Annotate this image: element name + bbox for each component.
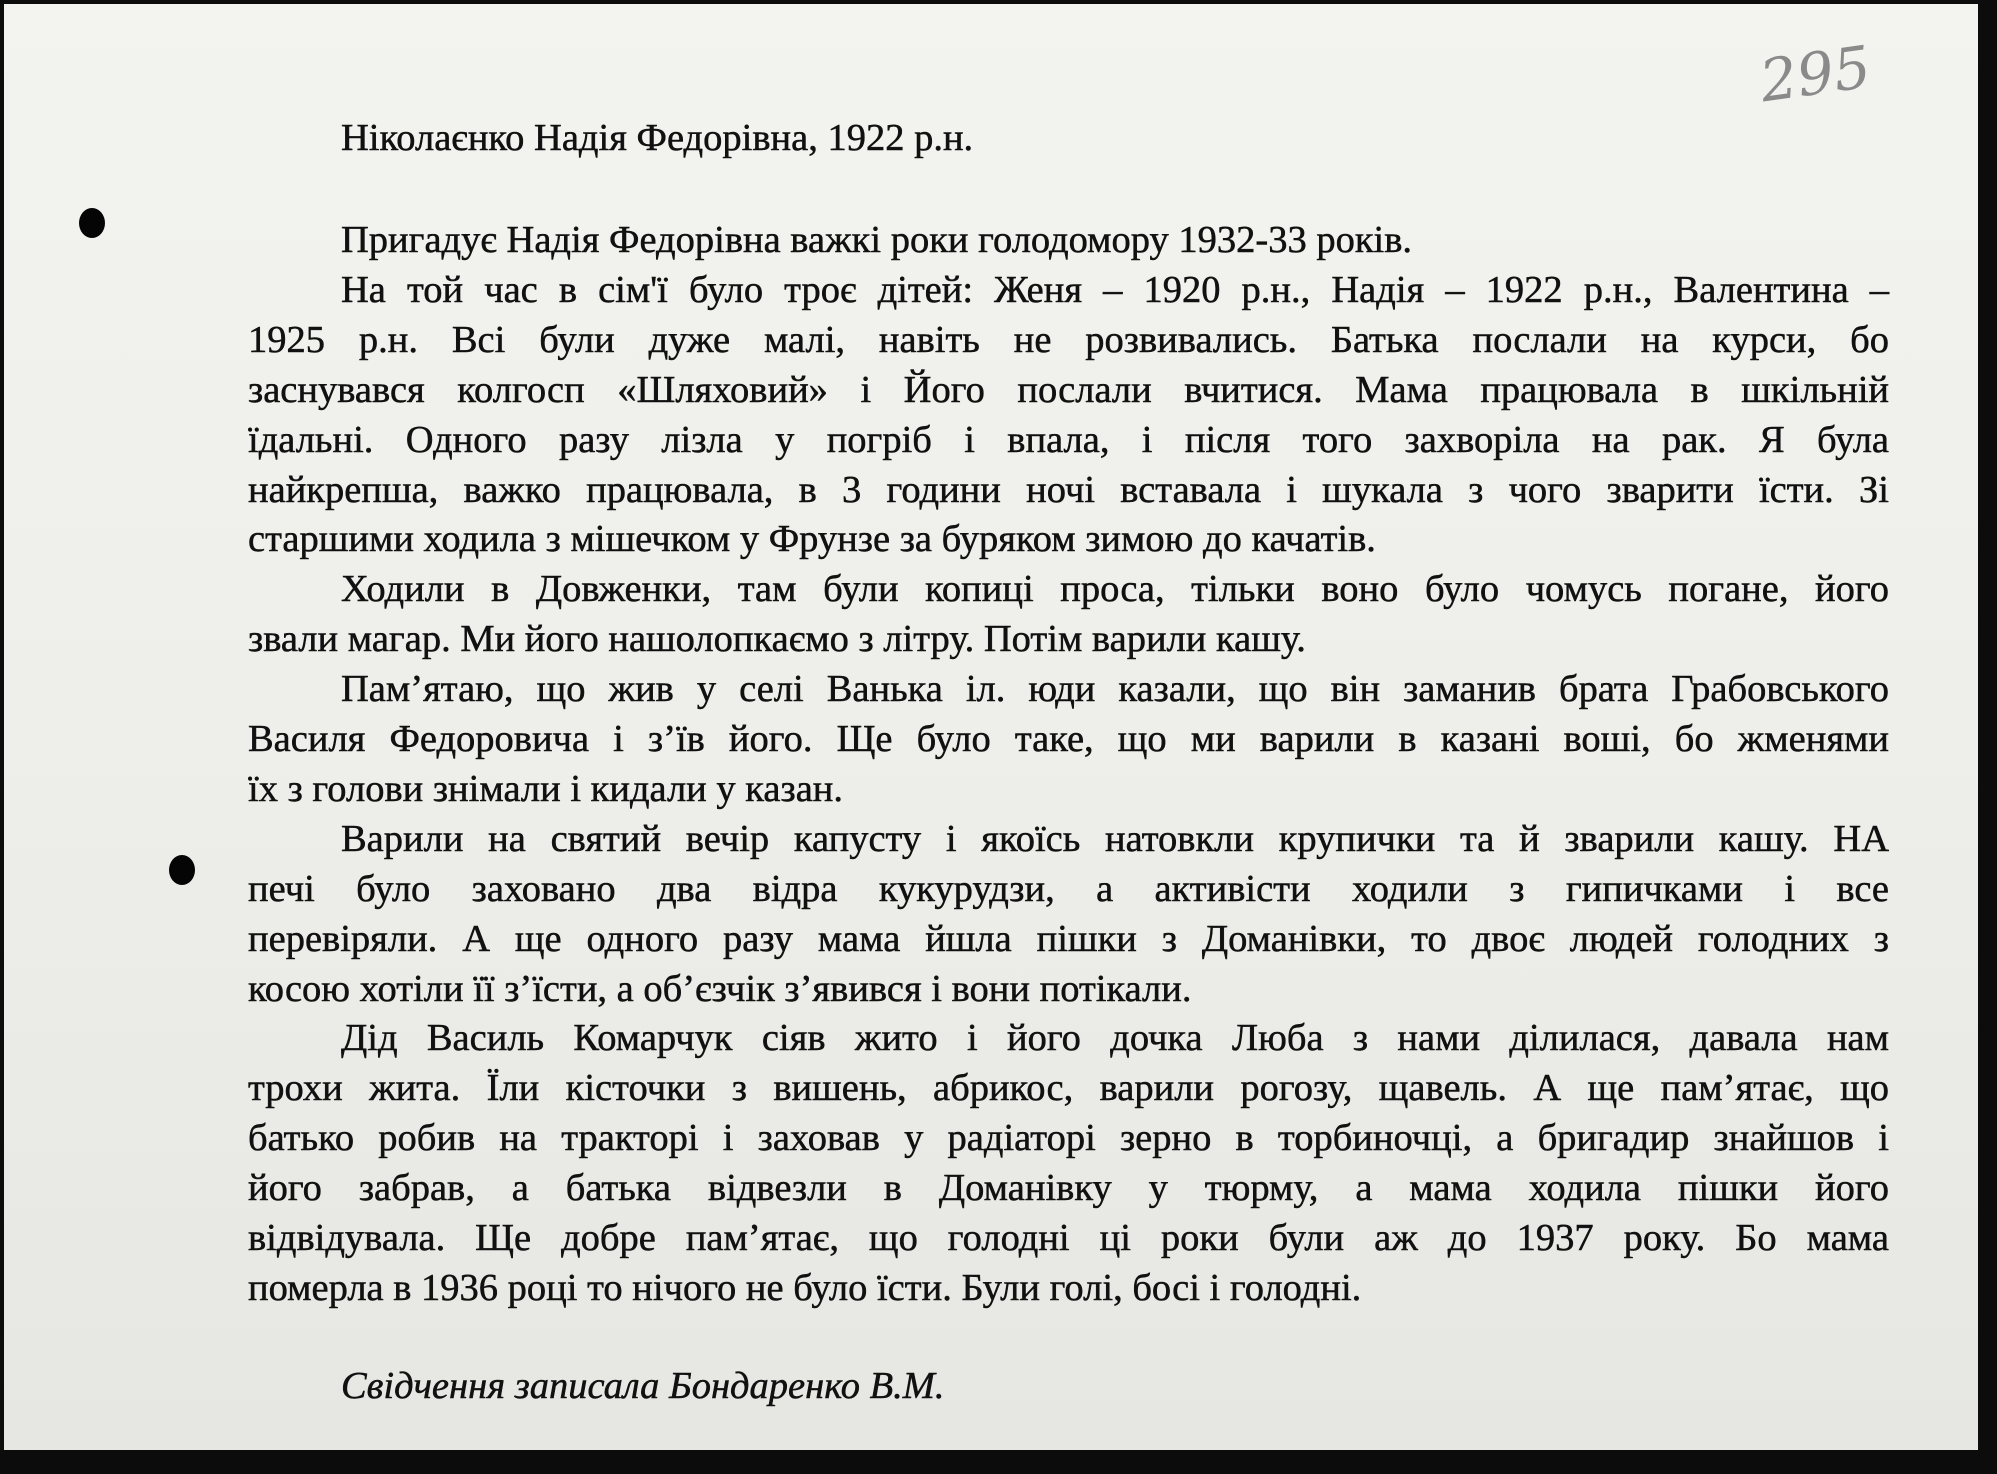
paragraph-line: звали магар. Ми його нашолопкаємо з літру. Потім варили кашу.	[248, 618, 1306, 661]
paragraph-line: трохи жита. Їли кісточки з вишень, абрикос, варили рогозу, щавель. А ще пам’ятає, що	[248, 1067, 1889, 1110]
paragraph-line: заснувався колгосп «Шляховий» і Його послали вчитися. Мама працювала в шкільній	[248, 368, 1889, 411]
paragraph-line: померла в 1936 році то нічого не було їсти. Були голі, босі і голодні.	[248, 1266, 1362, 1309]
signature-line: Свідчення записала Бондаренко В.М.	[341, 1365, 945, 1407]
paragraph-line: їх з голови знімали і кидали у казан.	[248, 767, 844, 810]
paragraph-line: перевіряли. А ще одного разу мама йшла пішки з Доманівки, то двоє людей голодних з	[248, 917, 1889, 960]
paragraph-line: Пригадує Надія Федорівна важкі роки голодомору 1932-33 років.	[341, 219, 1413, 261]
paragraph-line: Варили на святий вечір капусту і якоїсь натовкли крупички та й зварили кашу. НА	[341, 817, 1889, 860]
paragraph-line: 1925 р.н. Всі були дуже малі, навіть не розвивались. Батька послали на курси, бо	[248, 318, 1889, 361]
handwritten-page-number: 295	[1755, 32, 1875, 116]
paragraph-line: Ходили в Довженки, там були копиці проса, тільки воно було чомусь погане, його	[341, 568, 1889, 611]
paragraph-line: батько робив на тракторі і заховав у радіаторі зерно в торбиночці, а бригадир знайшов і	[248, 1117, 1889, 1160]
paragraph-line: На той час в сім'ї було троє дітей: Женя – 1920 р.н., Надія – 1922 р.н., Валентина –	[341, 268, 1889, 311]
paragraph-line: Дід Василь Комарчук сіяв жито і його дочка Люба з нами ділилася, давала нам	[341, 1017, 1889, 1060]
punch-hole	[169, 855, 195, 885]
paragraph-line: їдальні. Одного разу лізла у погріб і впала, і після того захворіла на рак. Я була	[248, 418, 1889, 461]
paragraph-line: старшими ходила з мішечком у Фрунзе за буряком зимою до качатів.	[248, 518, 1376, 561]
paragraph-line: його забрав, а батька відвезли в Доманівку у тюрму, а мама ходила пішки його	[248, 1167, 1889, 1210]
punch-hole	[79, 208, 105, 238]
paragraph-line: косою хотіли її з’їсти, а об’єзчік з’явився і вони потікали.	[248, 967, 1192, 1010]
paragraph-line: відвідувала. Ще добре пам’ятає, що голодні ці роки були аж до 1937 року. Бо мама	[248, 1217, 1889, 1259]
paragraph-line: найкрепша, важко працювала, в 3 години ночі вставала і шукала з чого зварити їсти. Зі	[248, 468, 1889, 511]
paragraph-line: печі було заховано два відра кукурудзи, а активісти ходили з гипичками і все	[248, 867, 1889, 910]
paragraph-line: Василя Федоровича і з’їв його. Ще було таке, що ми варили в казані воші, бо жменями	[248, 718, 1889, 760]
paragraph-line: Пам’ятаю, що жив у селі Ванька іл. юди казали, що він заманив брата Грабовського	[341, 668, 1889, 711]
document-title: Ніколаєнко Надія Федорівна, 1922 р.н.	[341, 117, 974, 159]
